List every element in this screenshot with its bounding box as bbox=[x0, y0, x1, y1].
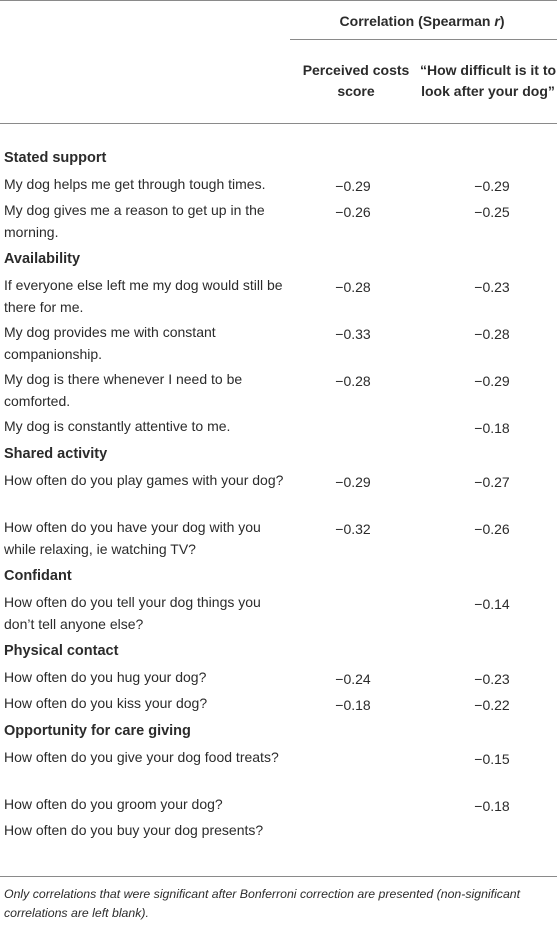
row-label: If everyone else left me my dog would still be there for me. bbox=[4, 277, 283, 315]
perceived-costs-value: −0.28 bbox=[335, 373, 371, 389]
how-difficult-value: −0.27 bbox=[474, 474, 510, 490]
section-title: Confidant bbox=[4, 568, 72, 584]
header-row-group bbox=[0, 0, 557, 52]
table-bottom-rule bbox=[0, 876, 557, 877]
row-label: How often do you kiss your dog? bbox=[4, 695, 208, 711]
table-body bbox=[0, 144, 557, 844]
table-row bbox=[0, 792, 557, 818]
perceived-costs-value: −0.28 bbox=[335, 279, 371, 295]
perceived-costs-value bbox=[287, 792, 419, 818]
table-row bbox=[0, 590, 557, 637]
how-difficult-value: −0.15 bbox=[474, 751, 510, 767]
section-row bbox=[0, 637, 557, 665]
header-bottom-rule bbox=[0, 123, 557, 124]
top-rule bbox=[0, 0, 557, 1]
section-title: Physical contact bbox=[4, 643, 119, 659]
perceived-costs-value bbox=[287, 818, 419, 844]
table-row bbox=[0, 691, 557, 717]
perceived-costs-value: −0.29 bbox=[335, 474, 371, 490]
row-label: My dog is there whenever I need to be comforted. bbox=[4, 371, 243, 409]
section-row bbox=[0, 562, 557, 590]
section-row bbox=[0, 245, 557, 273]
spearman-r-symbol: r bbox=[494, 13, 500, 29]
table-row bbox=[0, 745, 557, 792]
row-label: How often do you buy your dog presents? bbox=[4, 822, 264, 838]
how-difficult-value: −0.18 bbox=[474, 420, 510, 436]
perceived-costs-value: −0.24 bbox=[335, 671, 371, 687]
group-header bbox=[287, 0, 557, 52]
table-row bbox=[0, 515, 557, 562]
how-difficult-value: −0.28 bbox=[474, 326, 510, 342]
row-label: How often do you give your dog food treats? bbox=[4, 749, 279, 765]
table-footnote: Only correlations that were significant after Bonferroni correction are presented (non-significant correlations are left blank). bbox=[4, 887, 521, 920]
column-header-how-difficult: “How difficult is it to look after your dog” bbox=[419, 62, 557, 99]
section-row bbox=[0, 440, 557, 468]
section-title: Stated support bbox=[4, 150, 107, 166]
how-difficult-value: −0.22 bbox=[474, 697, 510, 713]
how-difficult-value: −0.18 bbox=[474, 798, 510, 814]
table-row bbox=[0, 320, 557, 367]
perceived-costs-value: −0.33 bbox=[335, 326, 371, 342]
row-label: How often do you tell your dog things you don’t tell anyone else? bbox=[4, 594, 261, 632]
how-difficult-value: −0.29 bbox=[474, 178, 510, 194]
table-row bbox=[0, 198, 557, 245]
perceived-costs-value: −0.26 bbox=[335, 204, 371, 220]
how-difficult-value: −0.26 bbox=[474, 521, 510, 537]
how-difficult-value: −0.25 bbox=[474, 204, 510, 220]
group-header-label: Correlation (Spearman r) bbox=[339, 13, 505, 29]
column-header-perceived-costs: Perceived costs score bbox=[302, 62, 410, 99]
row-label: How often do you play games with your dog? bbox=[4, 472, 284, 488]
how-difficult-value bbox=[419, 818, 557, 844]
perceived-costs-value: −0.32 bbox=[335, 521, 371, 537]
table-row bbox=[0, 414, 557, 440]
section-title: Availability bbox=[4, 251, 81, 267]
perceived-costs-value: −0.18 bbox=[335, 697, 371, 713]
row-label: How often do you hug your dog? bbox=[4, 669, 207, 685]
perceived-costs-value bbox=[287, 414, 419, 440]
perceived-costs-value bbox=[287, 745, 419, 792]
table-row bbox=[0, 665, 557, 691]
row-label: How often do you have your dog with you while relaxing, ie watching TV? bbox=[4, 519, 261, 557]
section-row bbox=[0, 717, 557, 745]
table-row bbox=[0, 818, 557, 844]
row-label: My dog gives me a reason to get up in the morning. bbox=[4, 202, 265, 240]
row-label: My dog helps me get through tough times. bbox=[4, 176, 266, 192]
table-row bbox=[0, 273, 557, 320]
perceived-costs-value: −0.29 bbox=[335, 178, 371, 194]
table-row bbox=[0, 367, 557, 414]
header-blank-cell bbox=[0, 0, 287, 52]
row-label: My dog provides me with constant companionship. bbox=[4, 324, 216, 362]
section-row bbox=[0, 144, 557, 172]
how-difficult-value: −0.14 bbox=[474, 596, 510, 612]
table-row bbox=[0, 172, 557, 198]
section-title: Opportunity for care giving bbox=[4, 723, 191, 739]
how-difficult-value: −0.23 bbox=[474, 279, 510, 295]
perceived-costs-value bbox=[287, 590, 419, 637]
header-blank-cell bbox=[0, 52, 287, 144]
row-label: My dog is constantly attentive to me. bbox=[4, 418, 231, 434]
row-label: How often do you groom your dog? bbox=[4, 796, 223, 812]
how-difficult-value: −0.23 bbox=[474, 671, 510, 687]
how-difficult-value: −0.29 bbox=[474, 373, 510, 389]
header-row-columns bbox=[0, 52, 557, 144]
section-title: Shared activity bbox=[4, 446, 108, 462]
group-header-rule bbox=[290, 39, 557, 40]
table-row bbox=[0, 468, 557, 515]
